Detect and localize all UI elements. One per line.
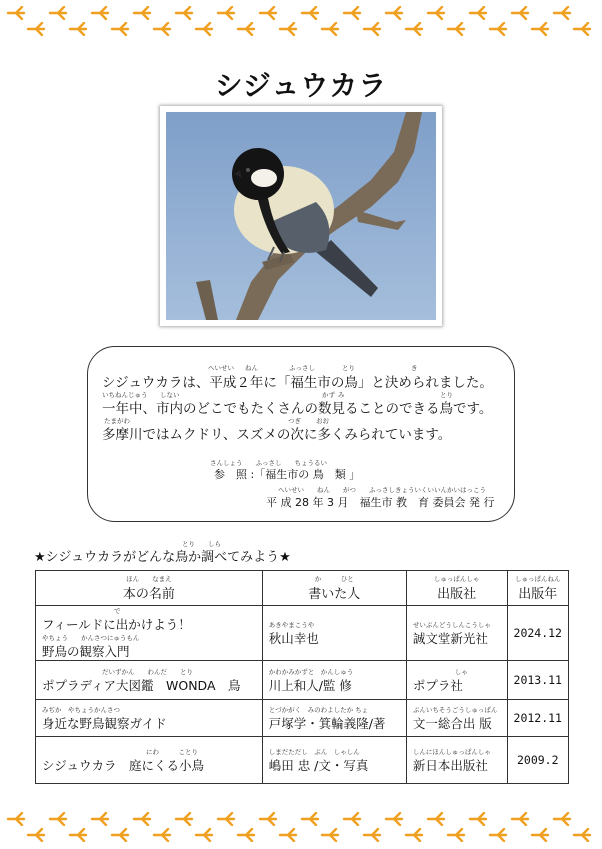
author-ruby: かわかみかずと かんしゅう (268, 667, 354, 676)
book-title: 身近な野鳥観察ガイド (42, 715, 167, 731)
bird-footprint-icon (216, 6, 236, 20)
bird-footprint-icon (488, 828, 508, 842)
table-row (36, 700, 569, 737)
year-cell: 2012.11 (507, 700, 568, 737)
bird-footprint-icon (236, 828, 256, 842)
publisher-cell (406, 661, 507, 700)
intro-line-3: 多摩川ではムクドリ、スズメの次に多くみられています。 (102, 427, 452, 443)
bird-footprint-icon (194, 22, 214, 36)
author-ruby: しまだただし ぶん しゃしん (268, 747, 360, 756)
bird-footprint-icon (236, 22, 256, 36)
table-row (36, 661, 569, 700)
intro-ruby: しない (160, 391, 180, 399)
bird-footprint-icon (384, 6, 404, 20)
publisher-ruby: せいぶんどうしんこうしゃ (412, 620, 491, 629)
intro-ruby: たまがわ (104, 417, 130, 425)
bird-footprint-icon (510, 812, 530, 826)
reference-publisher: 平 成 28 年 3 月 福生市 教 育 委員会 発 行 (266, 496, 495, 509)
bird-footprint-icon (90, 812, 110, 826)
bird-footprint-icon (320, 828, 340, 842)
author-name: 秋山幸也 (268, 630, 319, 646)
header-label: 出版社 (437, 587, 477, 602)
bird-footprint-icon (300, 812, 320, 826)
table-header-row (36, 571, 569, 606)
title-ruby: にわ ことり (146, 747, 198, 756)
bird-footprint-icon (362, 22, 382, 36)
header-label: 本の名前 (122, 587, 175, 602)
bird-footprint-icon (426, 812, 446, 826)
book-title-cell (36, 737, 263, 784)
bird-footprint-icon (132, 6, 152, 20)
bird-footprint-icon (342, 812, 362, 826)
author-ruby: とづかがく みのわよしたか ちょ (268, 705, 369, 714)
author-cell (262, 661, 406, 700)
bird-footprint-icon (404, 22, 424, 36)
intro-ruby: ねん (245, 364, 258, 372)
table-row (36, 606, 569, 661)
bird-footprint-icon (174, 6, 194, 20)
book-title: シジュウカラ 庭にくる小鳥 (42, 757, 204, 773)
intro-line-2: 一年中、市内のどこでもたくさんの数見ることのできる鳥です。 (102, 401, 493, 417)
intro-ruby: とり (342, 364, 355, 372)
bird-footprint-icon (258, 812, 278, 826)
book-title: フィールドに出かけよう！ (42, 617, 191, 632)
publisher-name: 誠文堂新光社 (412, 630, 488, 646)
title-ruby: やちょう かんさつにゅうもん (42, 634, 140, 642)
bird-footprint-icon (552, 6, 572, 20)
bird-footprint-icon (6, 6, 26, 20)
bird-illustration (166, 112, 436, 320)
bird-footprint-icon (300, 6, 320, 20)
bird-footprint-icon (152, 828, 172, 842)
bird-footprint-icon (132, 812, 152, 826)
bird-footprint-icon (320, 22, 340, 36)
intro-ruby: とり (440, 391, 453, 399)
intro-ruby: み (338, 391, 345, 399)
bird-footprint-icon (384, 812, 404, 826)
bird-footprint-icon (530, 22, 550, 36)
bird-footprint-icon (510, 6, 530, 20)
bird-footprint-icon (426, 6, 446, 20)
book-title: 野鳥の観察入門 (42, 644, 130, 659)
bird-footprint-icon (216, 812, 236, 826)
bird-footprint-icon (468, 6, 488, 20)
publisher-ruby: しゃ (454, 667, 468, 676)
book-title-cell (36, 661, 263, 700)
book-title: ポプラディア大図鑑 WONDA 鳥 (42, 677, 241, 693)
bird-footprint-icon (174, 812, 194, 826)
book-title-cell (36, 700, 263, 737)
bird-footprint-icon (552, 812, 572, 826)
publisher-cell (406, 606, 507, 661)
title-ruby: みぢか やちょうかんさつ (42, 705, 120, 714)
intro-ruby: おお (316, 417, 329, 425)
bird-footprint-icon (152, 22, 172, 36)
author-name: 川上和人/監 修 (268, 677, 352, 693)
year-cell: 2013.11 (507, 661, 568, 700)
intro-ruby: つぎ (288, 417, 301, 425)
great-tit-photo (160, 106, 442, 326)
reference-ruby: さんしょう ふっさし ちょうるい (210, 459, 327, 467)
top-decorative-border (0, 2, 602, 38)
bird-footprint-icon (362, 828, 382, 842)
table-row (36, 737, 569, 784)
page-title: シジュウカラ (214, 69, 388, 102)
author-cell (262, 700, 406, 737)
header-year (507, 571, 568, 606)
bird-footprint-icon (194, 828, 214, 842)
section-heading-ruby: とり しら (182, 540, 221, 548)
publisher-name: 文一総合出 版 (412, 715, 492, 731)
intro-ruby: ふっさし (289, 364, 315, 372)
bird-footprint-icon (446, 828, 466, 842)
bird-footprint-icon (446, 22, 466, 36)
bird-footprint-icon (48, 6, 68, 20)
bird-footprint-icon (530, 828, 550, 842)
bird-footprint-icon (342, 6, 362, 20)
intro-line-1: シジュウカラは、平成２年に「福生市の鳥」と決められました。 (102, 375, 493, 391)
bird-footprint-icon (278, 828, 298, 842)
section-heading: ★シジュウカラがどんな鳥か調べてみよう★ (34, 550, 291, 565)
author-cell (262, 606, 406, 661)
header-ruby: しゅっぱんねん (515, 575, 561, 583)
bottom-decorative-border (0, 808, 602, 844)
bird-footprint-icon (90, 6, 110, 20)
bird-footprint-icon (110, 22, 130, 36)
bird-footprint-icon (68, 22, 88, 36)
bird-footprint-icon (572, 828, 592, 842)
bird-footprint-icon (6, 812, 26, 826)
header-label: 出版年 (518, 587, 558, 602)
bird-footprint-icon (468, 812, 488, 826)
year-cell: 2024.12 (507, 606, 568, 661)
book-table (35, 570, 569, 784)
bird-footprint-icon (48, 812, 68, 826)
header-label: 書いた人 (308, 587, 361, 602)
book-title-cell (36, 606, 263, 661)
title-ruby: で (114, 607, 121, 615)
header-book-name (36, 571, 263, 606)
bird-footprint-icon (404, 828, 424, 842)
author-name: 戸塚学・箕輪義隆/著 (268, 715, 386, 731)
header-publisher (406, 571, 507, 606)
bird-footprint-icon (572, 22, 592, 36)
bird-footprint-icon (258, 6, 278, 20)
bird-footprint-icon (26, 828, 46, 842)
reference-source: 参 照 :「福生市の 鳥 類 」 (214, 468, 361, 481)
reference-ruby: へいせい ねん がつ ふっさしきょういくいいんかいはっこう (278, 486, 486, 494)
publisher-ruby: しんにほんしゅっぱんしゃ (412, 747, 491, 756)
intro-ruby: いちねんじゅう (102, 391, 148, 399)
year-cell: 2009.2 (507, 737, 568, 784)
author-name: 嶋田 忠 /文・写真 (268, 757, 369, 773)
header-ruby: しゅっぱんしゃ (433, 575, 480, 583)
intro-ruby: かず (322, 391, 335, 399)
header-ruby: ほん なまえ (126, 575, 172, 583)
header-ruby: か ひと (314, 575, 354, 583)
title-ruby: だいずかん わんだ とり (102, 667, 193, 676)
bird-footprint-icon (488, 22, 508, 36)
publisher-ruby: ぶんいちそうごうしゅっぱん (412, 705, 498, 714)
bird-footprint-icon (26, 22, 46, 36)
bird-footprint-icon (278, 22, 298, 36)
bird-footprint-icon (110, 828, 130, 842)
intro-ruby: き (411, 364, 418, 372)
author-cell (262, 737, 406, 784)
bird-footprint-icon (68, 828, 88, 842)
publisher-cell (406, 700, 507, 737)
intro-ruby: へいせい (208, 364, 234, 372)
publisher-cell (406, 737, 507, 784)
header-author (262, 571, 406, 606)
publisher-name: 新日本出版社 (412, 757, 488, 773)
author-ruby: あきやまこうや (268, 620, 315, 629)
publisher-name: ポプラ社 (412, 677, 463, 693)
